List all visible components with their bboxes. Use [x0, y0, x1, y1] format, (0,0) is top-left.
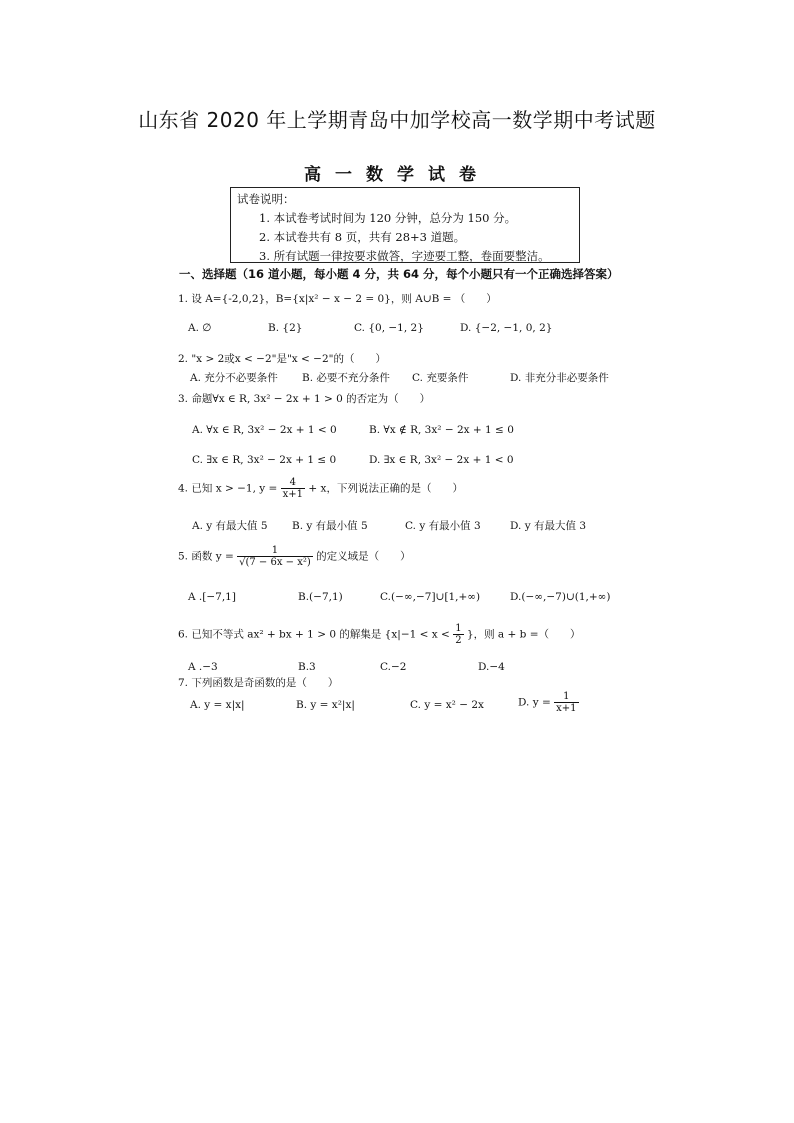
- notice-line: 3. 所有试题一律按要求做答，字迹要工整，卷面要整洁。: [259, 249, 550, 263]
- stem-text: }，则 a + b =（ ）: [466, 628, 581, 641]
- question-option: B. y 有最小值 5: [292, 520, 368, 532]
- question-stem: 7. 下列函数是奇函数的是（ ）: [178, 677, 339, 689]
- fraction: [554, 691, 578, 714]
- fraction-numerator: 4: [281, 477, 305, 489]
- fraction-denominator: √(7 − 6x − x²): [239, 557, 311, 568]
- notice-line: 2. 本试卷共有 8 页，共有 28+3 道题。: [259, 230, 466, 244]
- stem-text: + x，下列说法正确的是（ ）: [308, 482, 463, 495]
- stem-text: 的定义域是（ ）: [316, 550, 411, 563]
- question-stem: 1. 设 A={-2,0,2}，B={x|x² − x − 2 = 0}，则 A∪B = （ ）: [178, 293, 497, 305]
- question-option: C. y = x² − 2x: [410, 699, 484, 711]
- question-option: B.(−7,1): [298, 591, 343, 603]
- question-option: C.−2: [380, 661, 407, 673]
- fraction-denominator: x+1: [556, 703, 577, 714]
- question-stem: 2. "x > 2或x < −2"是"x < −2"的（ ）: [178, 353, 386, 365]
- notice-heading: 试卷说明：: [237, 192, 295, 206]
- stem-text: 5. 函数 y =: [178, 550, 234, 563]
- fraction: [237, 545, 313, 568]
- question-stem: [178, 477, 463, 500]
- question-option: D.(−∞,−7)∪(1,+∞): [510, 591, 611, 603]
- question-option: C. y 有最小值 3: [405, 520, 481, 532]
- question-stem: 3. 命题∀x ∈ R, 3x² − 2x + 1 > 0 的否定为（ ）: [178, 393, 431, 405]
- question-option: B.3: [298, 661, 316, 673]
- question-option: B. ∀x ∉ R, 3x² − 2x + 1 ≤ 0: [369, 424, 514, 436]
- question-option: A .−3: [188, 661, 218, 673]
- question-option: D. y 有最大值 3: [510, 520, 587, 532]
- notice-line: 1. 本试卷考试时间为 120 分钟，总分为 150 分。: [259, 211, 517, 225]
- question-option: D. ∃x ∈ R, 3x² − 2x + 1 < 0: [369, 454, 514, 466]
- fraction-numerator: 1: [455, 623, 462, 634]
- question-option: C. {0, −1, 2}: [354, 322, 424, 334]
- question-option: A .[−7,1]: [188, 591, 236, 603]
- question-option: C. ∃x ∈ R, 3x² − 2x + 1 ≤ 0: [192, 454, 337, 466]
- page-title: 山东省 2020 年上学期青岛中加学校高一数学期中考试题: [138, 108, 656, 132]
- question-option: A. y = x|x|: [190, 699, 245, 711]
- fraction-denominator: 2: [455, 635, 462, 646]
- fraction: [453, 623, 463, 646]
- question-option: C. 充要条件: [412, 372, 469, 384]
- paper-title: 高一数学试卷: [304, 165, 490, 185]
- question-option: B. {2}: [268, 322, 303, 334]
- question-option: B. y = x²|x|: [296, 699, 355, 711]
- fraction-numerator: 1: [237, 545, 313, 557]
- stem-text: 4. 已知 x > −1, y =: [178, 482, 278, 495]
- question-option: D.−4: [478, 661, 505, 673]
- question-option: A. y 有最大值 5: [192, 520, 268, 532]
- question-option: D. 非充分非必要条件: [510, 372, 609, 384]
- fraction-denominator: x+1: [282, 489, 304, 500]
- question-option: A. ∀x ∈ R, 3x² − 2x + 1 < 0: [192, 424, 337, 436]
- option-text: D. y =: [518, 696, 551, 709]
- exam-notice-box: [230, 187, 580, 263]
- question-option: D. {−2, −1, 0, 2}: [460, 322, 553, 334]
- question-stem: [178, 545, 411, 568]
- question-stem: [178, 623, 581, 646]
- section-heading: 一、选择题（16 道小题，每小题 4 分，共 64 分，每个小题只有一个正确选择答案）: [179, 267, 619, 281]
- stem-text: 6. 已知不等式 ax² + bx + 1 > 0 的解集是 {x|−1 < x <: [178, 628, 450, 641]
- question-option: B. 必要不充分条件: [302, 372, 390, 384]
- question-option: A. ∅: [188, 322, 212, 334]
- question-option: [518, 691, 579, 714]
- question-option: C.(−∞,−7]∪[1,+∞): [380, 591, 481, 603]
- fraction: [281, 477, 305, 500]
- question-option: A. 充分不必要条件: [190, 372, 278, 384]
- fraction-numerator: 1: [554, 691, 578, 703]
